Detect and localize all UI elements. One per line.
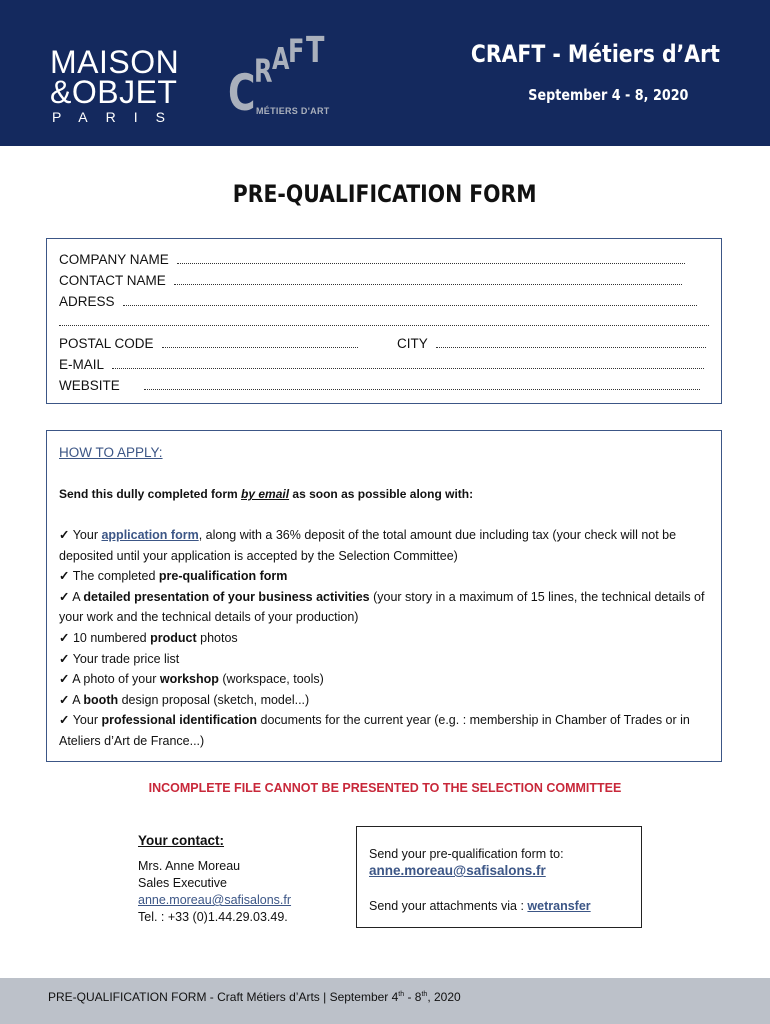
list-item: ✓ Your professional identification documents for the current year (e.g. : membership in Chamber of Trades or in Ateliers d’Art de France...) <box>59 713 690 748</box>
contact-title: Your contact: <box>138 833 225 848</box>
address-line2-field[interactable] <box>59 315 709 326</box>
list-item: ✓ Your application form, along with a 36% deposit of the total amount due including tax (your check will not be deposited until your application is accepted by the Selection Committee) <box>59 528 677 563</box>
send-to-email-link[interactable]: anne.moreau@safisalons.fr <box>369 863 546 878</box>
how-to-apply-box <box>46 430 722 762</box>
postal-code-field[interactable]: POSTAL CODE <box>59 336 358 351</box>
contact-email-link[interactable]: anne.moreau@safisalons.fr <box>138 893 292 907</box>
check-icon: ✓ <box>59 692 70 707</box>
contact-block <box>138 832 291 926</box>
check-icon: ✓ <box>59 672 70 687</box>
maison-objet-logo: MAISON &OBJET PARIS <box>50 44 183 125</box>
list-item: ✓ A photo of your workshop (workspace, tools) <box>59 672 324 687</box>
event-date: September 4 - 8, 2020 <box>527 86 688 104</box>
company-info-box <box>46 238 722 404</box>
website-field[interactable]: WEBSITE <box>59 378 700 393</box>
check-icon: ✓ <box>59 651 70 666</box>
check-icon: ✓ <box>59 630 70 645</box>
incomplete-warning: INCOMPLETE FILE CANNOT BE PRESENTED TO THE SELECTION COMMITTEE <box>148 781 622 795</box>
wetransfer-link[interactable]: wetransfer <box>527 899 591 913</box>
application-form-link[interactable]: application form <box>101 528 199 542</box>
contact-phone: Tel. : +33 (0)1.44.29.03.49. <box>138 910 288 924</box>
how-to-apply-heading: HOW TO APPLY: <box>59 445 163 460</box>
list-item: ✓ The completed pre-qualification form <box>59 569 288 584</box>
requirements-list <box>59 525 709 752</box>
send-instructions: Send this dully completed form by email as soon as possible along with: <box>59 487 474 501</box>
page-title: PRE-QUALIFICATION FORM <box>233 180 537 208</box>
attachments-line: Send your attachments via : wetransfer <box>369 899 591 913</box>
footer-bar <box>0 978 770 1024</box>
list-item: ✓ Your trade price list <box>59 651 180 666</box>
send-to-label: Send your pre-qualification form to: <box>369 847 564 861</box>
list-item: ✓ A booth design proposal (sketch, model...) <box>59 692 310 707</box>
check-icon: ✓ <box>59 528 70 542</box>
contact-name: Mrs. Anne Moreau <box>138 859 241 873</box>
event-title: CRAFT - Métiers d’Art <box>471 40 720 68</box>
header-banner <box>0 0 770 146</box>
check-icon: ✓ <box>59 589 70 604</box>
list-item: ✓ A detailed presentation of your business activities (your story in a maximum of 15 lines, the technical details of your work and the technical details of your production) <box>59 589 705 625</box>
check-icon: ✓ <box>59 569 70 584</box>
send-to-box <box>356 826 642 928</box>
city-field[interactable]: CITY <box>397 336 706 351</box>
craft-logo: C R A F T MÉTIERS D'ART <box>228 30 330 122</box>
email-field[interactable]: E-MAIL <box>59 357 704 372</box>
footer-text: PRE-QUALIFICATION FORM - Craft Métiers d’Arts | September 4th - 8th, 2020 <box>48 990 461 1004</box>
address-field[interactable]: ADRESS <box>59 294 697 309</box>
contact-role: Sales Executive <box>138 876 227 890</box>
check-icon: ✓ <box>59 713 70 728</box>
list-item: ✓ 10 numbered product photos <box>59 630 238 645</box>
company-name-field[interactable]: COMPANY NAME <box>59 252 685 267</box>
contact-name-field[interactable]: CONTACT NAME <box>59 273 682 288</box>
